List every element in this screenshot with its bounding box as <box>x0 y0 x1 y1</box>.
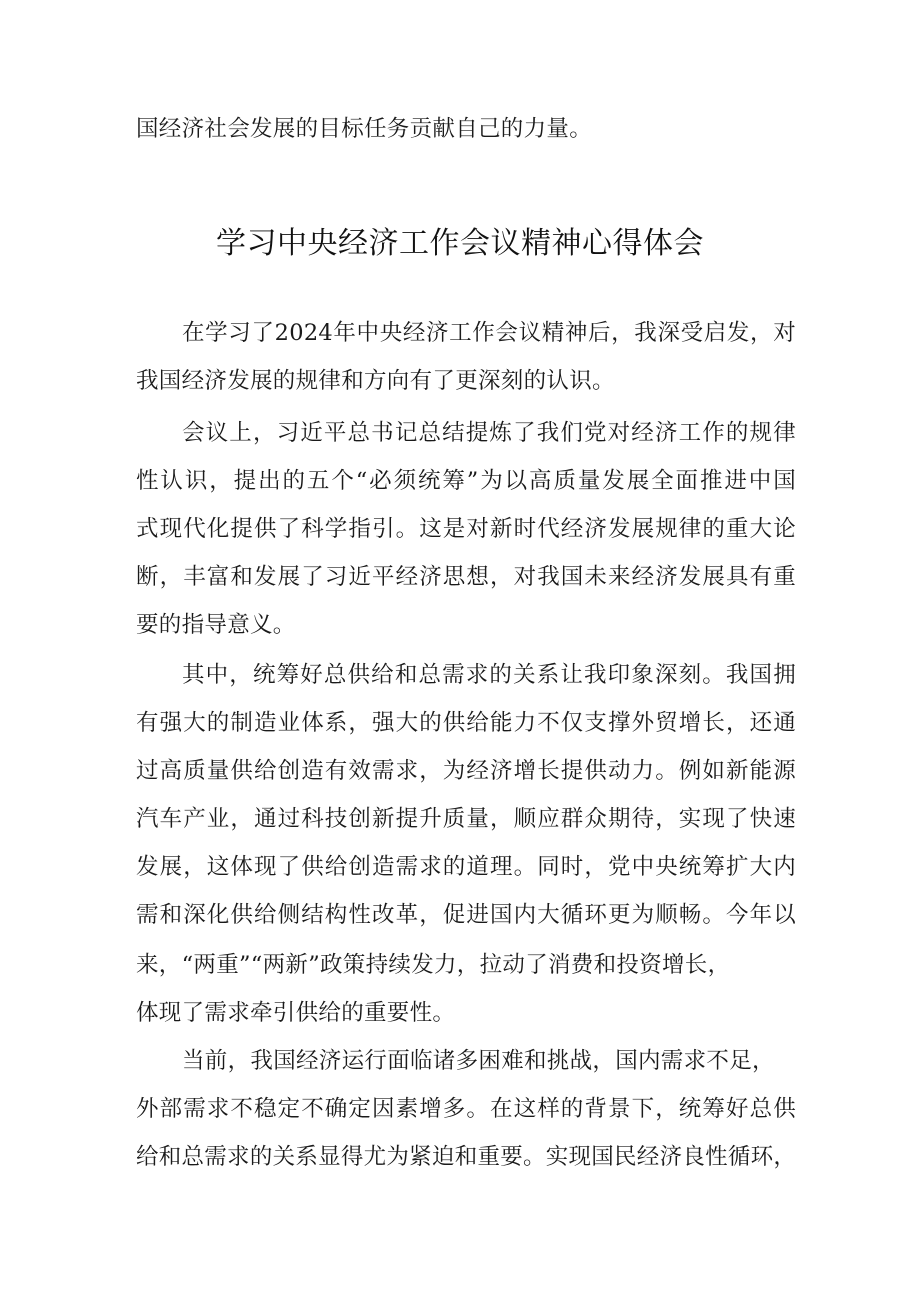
paragraph-3-line-8: 体现了需求牵引供给的重要性。 <box>136 1000 456 1026</box>
paragraph-2-line-1: 会议上，习近平总书记总结提炼了我们党对经济工作的规律 <box>182 420 796 446</box>
paragraph-3-line-5: 发展，这体现了供给创造需求的道理。同时，党中央统筹扩大内 <box>136 854 796 880</box>
paragraph-1-line-2: 我国经济发展的规律和方向有了更深刻的认识。 <box>136 368 615 394</box>
paragraph-4-line-3: 给和总需求的关系显得尤为紧迫和重要。实现国民经济良性循环， <box>136 1144 796 1170</box>
paragraph-3-line-1: 其中，统筹好总供给和总需求的关系让我印象深刻。我国拥 <box>182 662 796 688</box>
paragraph-3-line-2: 有强大的制造业体系，强大的供给能力不仅支撑外贸增长，还通 <box>136 710 796 736</box>
lead-line: 国经济社会发展的目标任务贡献自己的力量。 <box>136 116 593 142</box>
paragraph-3-line-4: 汽车产业，通过科技创新提升质量，顺应群众期待，实现了快速 <box>136 806 796 832</box>
paragraph-2-line-4: 断，丰富和发展了习近平经济思想，对我国未来经济发展具有重 <box>136 564 796 590</box>
paragraph-2-line-2: 性认识，提出的五个“必须统筹”为以高质量发展全面推进中国 <box>136 468 796 494</box>
document-title: 学习中央经济工作会议精神心得体会 <box>216 226 704 261</box>
paragraph-4-line-2: 外部需求不稳定不确定因素增多。在这样的背景下，统筹好总供 <box>136 1096 796 1122</box>
paragraph-4-line-1: 当前，我国经济运行面临诸多困难和挑战，国内需求不足， <box>182 1048 775 1074</box>
paragraph-3-line-7: 来，“两重”“两新”政策持续发力，拉动了消费和投资增长， <box>136 952 731 978</box>
paragraph-3-line-6: 需和深化供给侧结构性改革，促进国内大循环更为顺畅。今年以 <box>136 902 796 928</box>
paragraph-2-line-5: 要的指导意义。 <box>136 612 296 638</box>
paragraph-2-line-3: 式现代化提供了科学指引。这是对新时代经济发展规律的重大论 <box>136 516 796 542</box>
paragraph-1-line-1: 在学习了2024年中央经济工作会议精神后，我深受启发，对 <box>182 320 796 346</box>
paragraph-3-line-3: 过高质量供给创造有效需求，为经济增长提供动力。例如新能源 <box>136 758 796 784</box>
